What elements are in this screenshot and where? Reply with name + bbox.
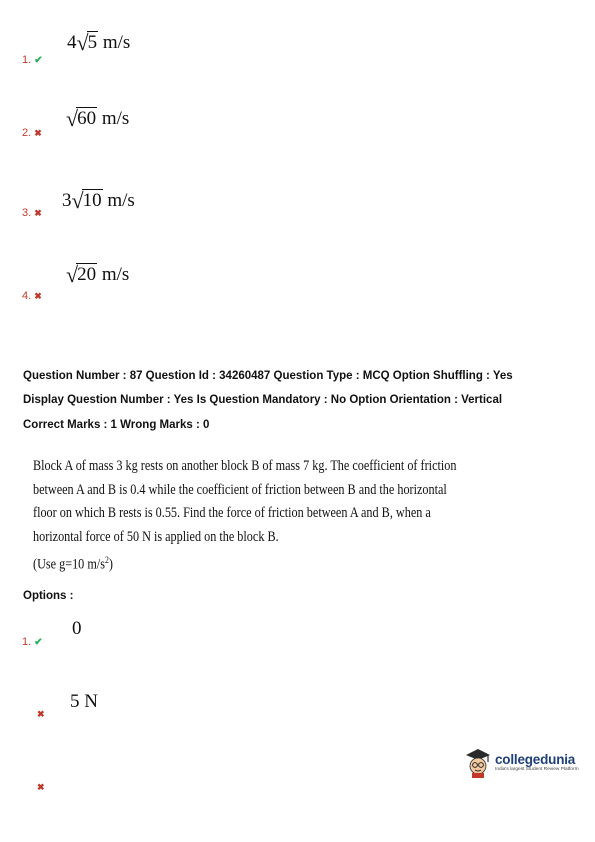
option-1-radicand: 5 [87, 32, 98, 53]
current-option-1-text: 0 [72, 618, 82, 639]
question-line: horizontal force of 50 N is applied on the block B. [33, 528, 279, 545]
question-line: (Use g=10 $m/s^2$) [33, 555, 113, 573]
question-meta-line-3: Correct Marks : 1 Wrong Marks : 0 [23, 419, 210, 431]
option-4-label: 4. ✖ [22, 290, 42, 302]
option-3-label: 3. ✖ [22, 207, 42, 219]
current-option-1-label: 1. ✔ [22, 636, 43, 648]
option-4-text [66, 262, 129, 288]
question-line: between A and B is 0.4 while the coefficient of friction between B and the horizontal [33, 481, 447, 498]
option-1-coef: 4 [67, 32, 77, 53]
current-option-2-label [34, 708, 45, 720]
cross-icon: ✖ [34, 291, 42, 301]
option-4-unit: m/s [101, 264, 130, 285]
option-1-text [67, 30, 130, 56]
cross-icon: ✖ [37, 782, 45, 792]
check-icon: ✔ [34, 637, 43, 648]
logo-name: collegedunia [495, 752, 576, 767]
option-2-unit: m/s [101, 108, 130, 129]
question-line: floor on which B rests is 0.55. Find the force of friction between A and B, when a [33, 505, 431, 521]
option-3-coef: 3 [62, 190, 72, 211]
option-2-radicand: 60 [77, 108, 97, 129]
current-option-2-text: 5 N [70, 691, 98, 712]
radical: √60 [66, 106, 97, 131]
graduate-mascot-icon [463, 746, 493, 778]
option-1-label: 1. ✔ [22, 54, 43, 66]
logo-tagline: India's largest Student Review Platform [495, 767, 579, 772]
radical: √10 [71, 188, 102, 213]
check-icon: ✔ [34, 55, 43, 66]
collegedunia-logo [463, 746, 579, 778]
option-1-unit: m/s [102, 32, 131, 53]
radical: √5 [76, 30, 98, 55]
question-meta-line-1: Question Number : 87 Question Id : 34260487 Question Type : MCQ Option Shuffling : Yes [23, 370, 513, 382]
question-meta-line-2: Display Question Number : Yes Is Question Mandatory : No Option Orientation : Vertical [23, 394, 503, 406]
option-3-unit: m/s [107, 190, 135, 211]
question-line: Block A of mass 3 kg rests on another block B of mass 7 kg. The coefficient of friction [33, 458, 457, 474]
option-2-text [66, 106, 129, 132]
cross-icon: ✖ [34, 128, 42, 138]
option-3-radicand: 10 [82, 190, 102, 211]
option-3-text [62, 188, 135, 214]
cross-icon: ✖ [34, 208, 42, 218]
options-heading: Options : [23, 590, 74, 602]
radical: √20 [66, 262, 97, 287]
option-2-label: 2. ✖ [22, 127, 42, 139]
option-4-radicand: 20 [77, 264, 97, 285]
current-option-3-label [34, 781, 45, 793]
cross-icon: ✖ [37, 709, 45, 719]
question-text [33, 455, 463, 577]
